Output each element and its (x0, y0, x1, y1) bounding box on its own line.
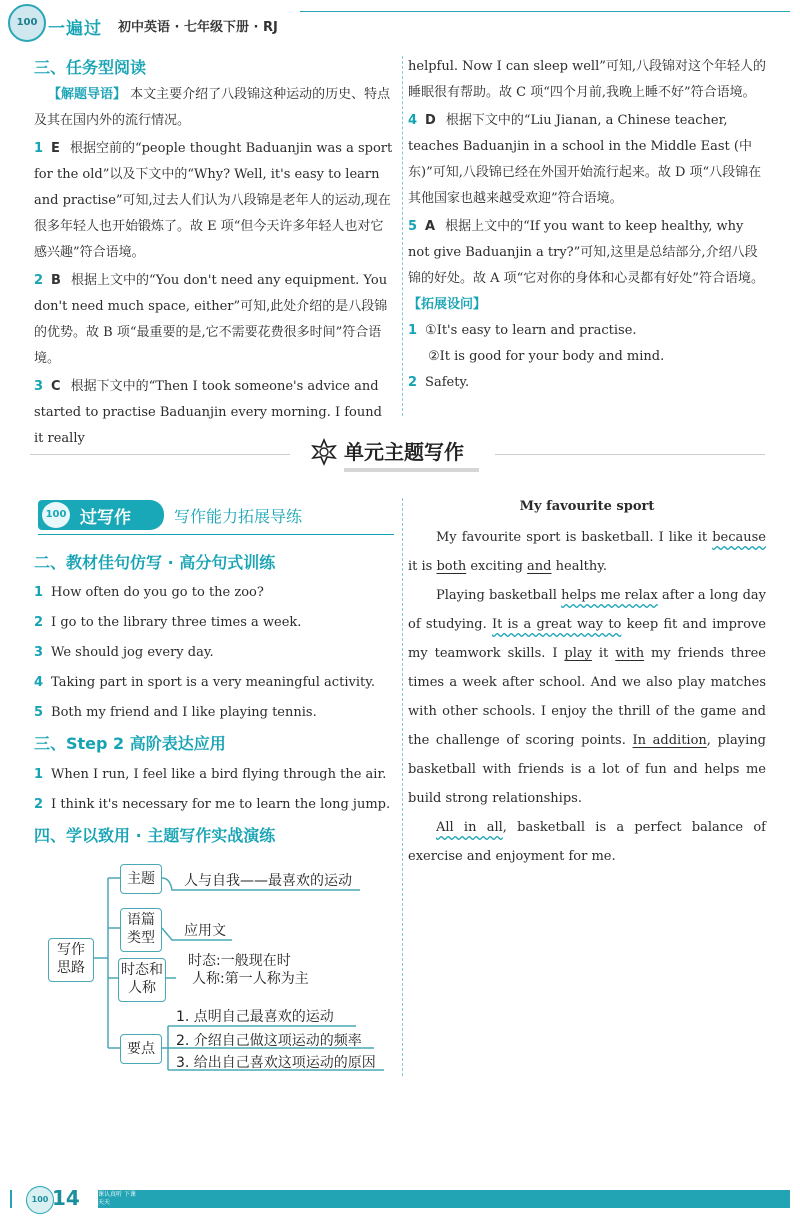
section4-title: 四、学以致用 · 主题写作实战演练 (34, 826, 276, 845)
item-answer: C (51, 379, 61, 394)
node-label: 时态和 (121, 962, 163, 978)
essay-text: My favourite sport is basketball. I like it (436, 530, 713, 545)
section3-title: 三、Step 2 高阶表达应用 (34, 734, 226, 753)
point-item: 1. 点明自己最喜欢的运动 (176, 1009, 334, 1025)
node-label: 要点 (127, 1041, 155, 1057)
item-answer: A (425, 219, 436, 234)
extension-tag: 【拓展设问】 (408, 297, 487, 312)
footer-page-box (12, 1184, 98, 1212)
banner-title: 单元主题写作 (344, 440, 464, 464)
highlight-phrase: because (712, 530, 766, 545)
extension-line: ①It's easy to learn and practise. (425, 323, 637, 338)
item-number: 1 (34, 767, 44, 782)
root-line: 思路 (57, 960, 85, 976)
footer-slogan: 上课认真听 下课练天天 (92, 1191, 136, 1206)
essay-text: keep fit and improve my teamwork skills. I (408, 617, 767, 661)
item-number: 4 (408, 113, 418, 128)
item-number: 1 (408, 323, 418, 338)
highlight-phrase: helps me relax (561, 588, 658, 603)
item-answer: D (425, 113, 436, 128)
highlight-phrase: In addition (632, 733, 707, 748)
item-answer: E (51, 141, 60, 156)
essay-text: my friends three times a week after school. And we also play matches with other schools. I enjoy the thrill of the game and the challenge of scoring points. (408, 646, 767, 748)
reading-section-title: 三、任务型阅读 (34, 58, 147, 77)
item-number: 2 (408, 375, 418, 390)
node-label: 语篇 (127, 912, 155, 928)
sentence-text: Both my friend and I like playing tennis. (51, 705, 317, 720)
mindmap-node-points (120, 1034, 162, 1064)
theme-value: 人与自我——最喜欢的运动 (184, 873, 352, 889)
item-number: 5 (408, 219, 418, 234)
item-explanation: 根据上文中的“You don't need any equipment. You don't need much space, either”可知,此处介绍的是八段锦的优势。故 B 项“最重要的是,它不需要花费很多时间”符合语境。 (34, 273, 388, 366)
mindmap-node-tense (118, 958, 166, 1002)
brand-name: 一遍过 (48, 19, 102, 39)
item-number: 3 (34, 645, 44, 660)
badge-logo: 100 (42, 502, 70, 528)
sentence-text: How often do you go to the zoo? (51, 585, 264, 600)
mindmap-node-theme (120, 864, 162, 894)
item-number: 2 (34, 615, 44, 630)
sentence-text: I go to the library three times a week. (51, 615, 302, 630)
point-item: 3. 给出自己喜欢这项运动的原因 (176, 1055, 376, 1071)
essay-text: exciting (466, 559, 528, 574)
item-number: 3 (34, 379, 44, 394)
item-number: 1 (34, 141, 44, 156)
item-answer: B (51, 273, 61, 288)
essay-text: , basketball is a perfect balance of exercise and enjoyment for me. (408, 820, 766, 864)
sentence-text: We should jog every day. (51, 645, 214, 660)
guide-text: 本文主要介绍了八段锦这种运动的历史、特点及其在国内外的流行情况。 (34, 87, 391, 128)
item-number: 2 (34, 273, 44, 288)
highlight-phrase: play (564, 646, 592, 661)
essay-text: healthy. (551, 559, 607, 574)
person-value: 人称:第一人称为主 (192, 971, 309, 987)
extension-line: Safety. (425, 375, 470, 390)
mindmap-node-genre (120, 908, 162, 952)
mindmap-root (48, 938, 94, 982)
item-number: 1 (34, 585, 44, 600)
essay-text: Playing basketball (436, 588, 562, 603)
essay-text: it is (408, 559, 437, 574)
model-essay (408, 492, 766, 871)
item-explanation: 根据下文中的“Then I took someone's advice and started to practise Baduanjin every morning. I found it really (34, 379, 382, 446)
book-title: 初中英语 · 七年级下册 · RJ (118, 20, 278, 35)
continued-explanation: helpful. Now I can sleep well”可知,八段锦对这个年轻人的睡眠很有帮助。故 C 项“四个月前,我晚上睡不好”符合语境。 (408, 59, 767, 100)
item-number: 5 (34, 705, 44, 720)
root-line: 写作 (57, 942, 85, 958)
sentence-text: When I run, I feel like a bird flying through the air. (51, 767, 387, 782)
section2-title: 二、教材佳句仿写 · 高分句式训练 (34, 553, 276, 572)
item-explanation: 根据下文中的“Liu Jianan, a Chinese teacher, teaches Baduanjin in a school in the Middle East (中东)”可知,八段锦已经在外国开始流行起来。故 D 项“八段锦在其他国家也越来越受欢迎”符合语境。 (408, 113, 762, 206)
sentence-text: Taking part in sport is a very meaningful activity. (51, 675, 375, 690)
page-footer (0, 1184, 800, 1216)
highlight-phrase: and (527, 559, 552, 574)
essay-text: it (591, 646, 616, 661)
essay-paragraph-1 (408, 523, 766, 581)
essay-text: , playing basketball with friends is a lot of fun and helps me build strong relationships. (408, 733, 766, 806)
node-label: 类型 (127, 930, 155, 946)
item-explanation: 根据上文中的“If you want to keep healthy, why not give Baduanjin a try?”可知,这里是总结部分,介绍八段锦的好处。故 A 项“它对你的身体和心灵都有好处”符合语境。 (408, 219, 764, 286)
essay-text: after a long day of studying. (408, 588, 767, 632)
point-item: 2. 介绍自己做这项运动的频率 (176, 1033, 362, 1049)
sentence-text: I think it's necessary for me to learn the long jump. (51, 797, 391, 812)
essay-title: My favourite sport (519, 499, 655, 514)
brand-logo: 100 (8, 4, 46, 42)
tense-value: 时态:一般现在时 (188, 953, 291, 969)
badge-text: 过写作 (80, 508, 131, 528)
node-label: 人称 (128, 980, 156, 996)
essay-paragraph-3 (408, 813, 766, 871)
item-number: 4 (34, 675, 44, 690)
writing-subtitle: 写作能力拓展导练 (174, 507, 303, 526)
extension-line: ②It is good for your body and mind. (428, 349, 665, 364)
item-explanation: 根据空前的“people thought Baduanjin was a sport for the old”以及下文中的“Why? Well, it's easy to learn and practise”可知,过去人们认为八段锦是老年人的运动,现在很多年轻人也开始锻炼了。故 E 项“但今天许多年轻人也对它感兴趣”符合语境。 (34, 141, 393, 260)
highlight-phrase: All in all (436, 820, 503, 835)
highlight-phrase: both (436, 559, 467, 574)
highlight-phrase: It is a great way to (491, 617, 622, 632)
essay-paragraph-2 (408, 581, 766, 813)
item-number: 2 (34, 797, 44, 812)
footer-mascot: 100 (26, 1186, 54, 1214)
guide-tag: 【解题导语】 (48, 87, 127, 102)
page-number: 14 (52, 1186, 80, 1210)
node-label: 主题 (127, 871, 155, 887)
highlight-phrase: with (615, 646, 645, 661)
genre-value: 应用文 (184, 923, 226, 939)
